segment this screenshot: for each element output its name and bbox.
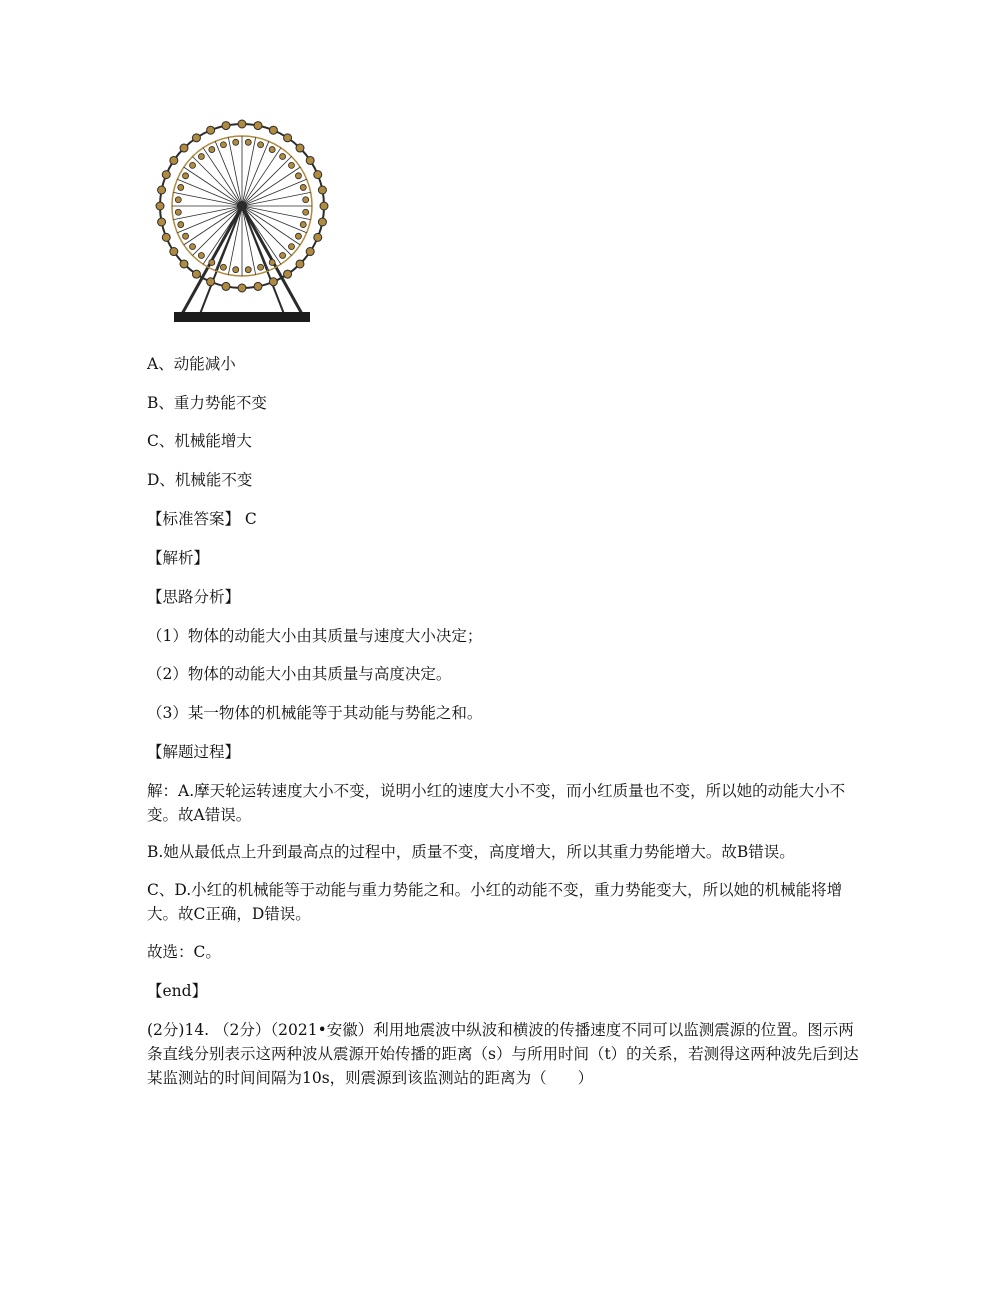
wheel-inner-cabin	[280, 154, 286, 160]
wheel-inner-cabin	[183, 173, 189, 179]
option-a: A、动能减小	[147, 355, 236, 373]
process-step-b: B.她从最低点上升到最高点的过程中，质量不变，高度增大，所以其重力势能增大。故B错误。	[147, 843, 795, 861]
thinking-point-1: （1）物体的动能大小由其质量与速度大小决定；	[147, 627, 483, 645]
wheel-inner-cabin	[178, 222, 184, 228]
wheel-hub	[237, 201, 247, 211]
wheel-inner-cabin	[300, 222, 306, 228]
wheel-inner-cabin	[258, 142, 264, 148]
wheel-cabin	[180, 144, 188, 152]
wheel-inner-cabin	[233, 267, 239, 273]
wheel-inner-cabin	[175, 197, 181, 203]
wheel-inner-cabin	[175, 209, 181, 215]
wheel-spoke	[193, 157, 242, 206]
wheel-inner-cabin	[280, 252, 286, 258]
wheel-inner-cabin	[300, 184, 306, 190]
wheel-cabin	[306, 156, 314, 164]
wheel-inner-cabin	[295, 233, 301, 239]
wheel-inner-cabin	[209, 259, 215, 265]
wheel-cabin	[269, 126, 277, 134]
wheel-cabin	[207, 278, 215, 286]
wheel-inner-cabin	[295, 173, 301, 179]
wheel-cabin	[170, 156, 178, 164]
wheel-cabin	[192, 134, 200, 142]
answer-line: 【标准答案】 C	[147, 510, 257, 528]
ferris-wheel-icon	[148, 118, 338, 330]
wheel-cabin	[269, 278, 277, 286]
wheel-cabin	[296, 144, 304, 152]
option-d: D、机械能不变	[147, 471, 253, 489]
wheel-cabin	[254, 282, 262, 290]
wheel-inner-cabin	[183, 233, 189, 239]
wheel-cabin	[170, 248, 178, 256]
wheel-cabin	[254, 122, 262, 130]
wheel-cabin	[306, 248, 314, 256]
end-marker: 【end】	[147, 982, 208, 1000]
wheel-cabin	[284, 270, 292, 278]
thinking-heading: 【思路分析】	[147, 588, 241, 606]
wheel-cabin	[284, 134, 292, 142]
next-question-text: (2分)14. （2分）（2021•安徽）利用地震波中纵波和横波的传播速度不同可以监测震源的位置。图示两条直线分别表示这两种波从震源开始传播的距离（s）与所用时间（t）的关系，若测得这两种波先后到达某监测站的时间间隔为10s，则震源到该监测站的距离为（ ）	[147, 1021, 859, 1087]
wheel-inner-cabin	[258, 264, 264, 270]
wheel-spoke	[242, 157, 291, 206]
wheel-cabin	[222, 122, 230, 130]
wheel-cabin	[222, 282, 230, 290]
wheel-inner-cabin	[198, 252, 204, 258]
wheel-cabin	[318, 218, 326, 226]
wheel-inner-cabin	[220, 264, 226, 270]
wheel-cabin	[156, 202, 164, 210]
wheel-cabin	[158, 186, 166, 194]
wheel-cabin	[180, 260, 188, 268]
process-conclusion: 故选：C。	[147, 943, 221, 961]
wheel-cabin	[192, 270, 200, 278]
wheel-cabin	[207, 126, 215, 134]
wheel-cabin	[320, 202, 328, 210]
wheel-cabin	[158, 218, 166, 226]
wheel-inner-cabin	[245, 267, 251, 273]
thinking-point-3: （3）某一物体的机械能等于其动能与势能之和。	[147, 704, 483, 722]
wheel-inner-cabin	[190, 162, 196, 168]
wheel-cabin	[314, 171, 322, 179]
process-heading: 【解题过程】	[147, 743, 241, 761]
wheel-inner-cabin	[303, 197, 309, 203]
wheel-cabin	[162, 233, 170, 241]
wheel-cabin	[162, 171, 170, 179]
wheel-base	[174, 312, 310, 322]
wheel-inner-cabin	[288, 162, 294, 168]
wheel-inner-cabin	[190, 244, 196, 250]
wheel-inner-cabin	[233, 139, 239, 145]
wheel-cabin	[238, 284, 246, 292]
wheel-cabin	[296, 260, 304, 268]
wheel-inner-cabin	[288, 244, 294, 250]
process-step-cd: C、D.小红的机械能等于动能与重力势能之和。小红的动能不变，重力势能变大，所以她的机械能将增大。故C正确，D错误。	[147, 881, 843, 923]
wheel-cabin	[314, 233, 322, 241]
wheel-inner-cabin	[269, 147, 275, 153]
wheel-inner-cabin	[178, 184, 184, 190]
wheel-inner-cabin	[220, 142, 226, 148]
thinking-point-2: （2）物体的动能大小由其质量与高度决定。	[147, 665, 452, 683]
ferris-wheel-figure	[148, 118, 338, 330]
wheel-cabin	[318, 186, 326, 194]
wheel-inner-cabin	[209, 147, 215, 153]
analysis-heading: 【解析】	[147, 549, 210, 567]
option-b: B、重力势能不变	[147, 394, 267, 412]
wheel-inner-cabin	[198, 154, 204, 160]
wheel-cabin	[238, 120, 246, 128]
process-step-a: 解：A.摩天轮运转速度大小不变，说明小红的速度大小不变，而小红质量也不变，所以她的动能大小不变。故A错误。	[147, 782, 846, 824]
wheel-inner-cabin	[269, 259, 275, 265]
wheel-inner-cabin	[303, 209, 309, 215]
option-c: C、机械能增大	[147, 432, 252, 450]
wheel-inner-cabin	[245, 139, 251, 145]
